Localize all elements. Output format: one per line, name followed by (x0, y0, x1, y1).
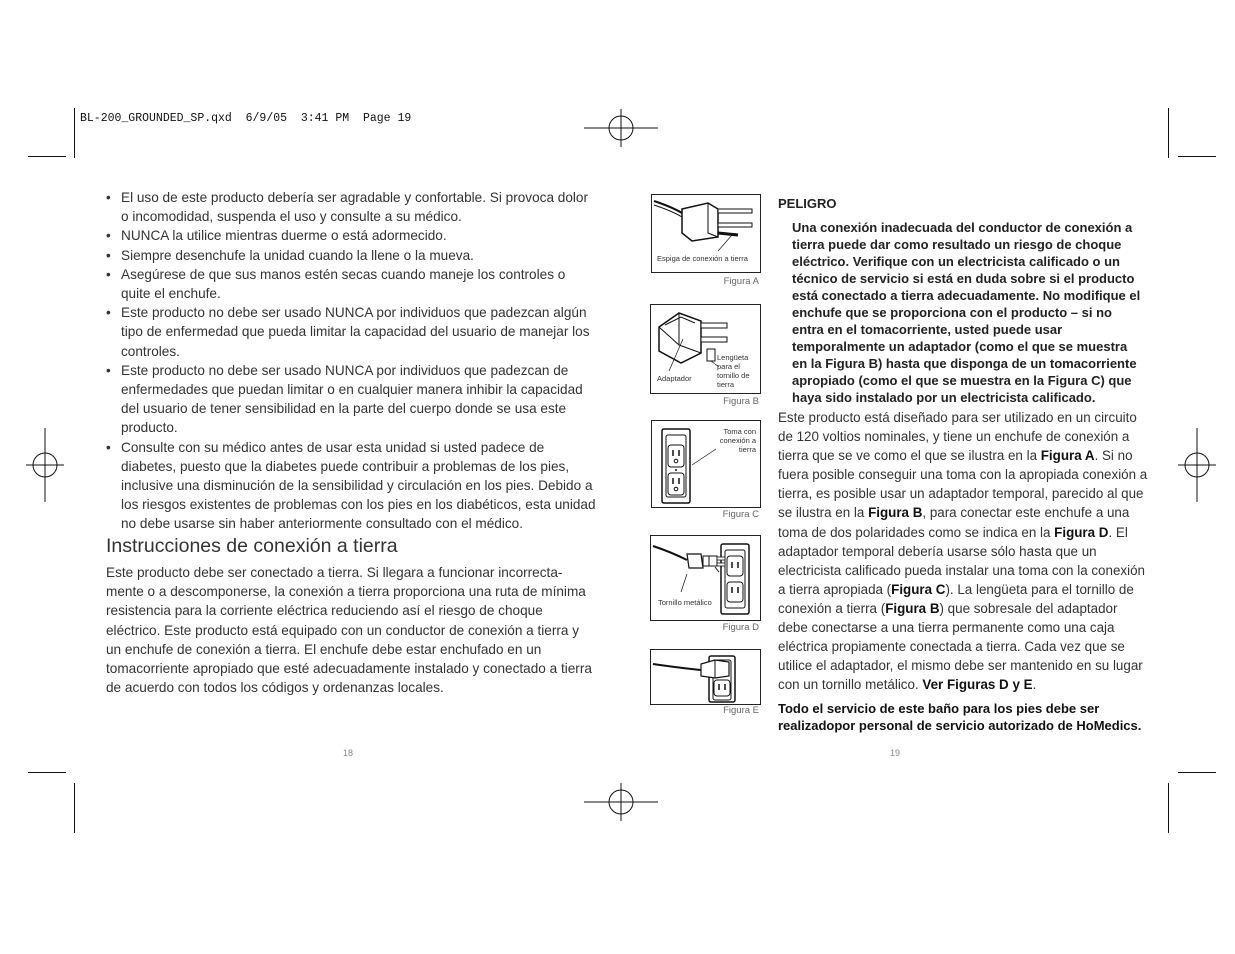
body-text: ). La lengüeta para el tornillo de conexión a tierra ( (778, 581, 1134, 616)
figure-c-label: Toma con conexión a tierra (719, 427, 756, 454)
page-number-left: 18 (343, 748, 354, 758)
figure-a-caption: Figura A (723, 276, 759, 287)
figure-reference: Ver Figuras D y E (922, 677, 1033, 693)
figure-reference: Figura C (891, 581, 946, 597)
list-item: • Siempre desenchufe la unidad cuando la llene o la mueva. (106, 246, 596, 265)
grounding-body-text (778, 408, 1148, 694)
crop-mark-tr-h (1178, 156, 1216, 157)
body-text: . El adaptador temporal debería usarse sólo hasta que un electricista calificado pueda instalar una toma con la conexión a tierra apropiada ( (778, 524, 1145, 597)
figure-c-caption: Figura C (722, 509, 759, 520)
figure-reference: Figura A (1040, 448, 1095, 464)
grounding-instructions-column (778, 196, 1148, 734)
warning-text: Una conexión inadecuada del conductor de conexión a tierra puede dar como resultado un riesgo de choque eléctrico. Verifique con un electricista calificado o un técnico de servicio si está en duda sobre si el producto está conectado a tierra adecuadamente. No modifique el enchufe que se proporciona con el producto – si no entra en el tomacorriente, usted puede usar temporalmente un adaptador (como el que se muestra en la Figura B) hasta que disponga de un tomacorriente apropiado (como el que se muestra en la Figura C) que haya sido instalado por un electricista calificado. (792, 220, 1141, 405)
body-text: . (1032, 677, 1037, 693)
section-body: Este producto debe ser conectado a tierra. Si llegara a funcionar incorrecta-mente o a descomponerse, la conexión a tierra proporciona una ruta de mínima resistencia para la corriente eléctrica reduciendo así el riesgo de choque eléctrico. Este producto está equipado con un conductor de conexión a tierra y un enchufe de conexión a tierra. El enchufe debe estar enchufado en un tomacorriente apropiado que esté adecuadamente instalado y conectado a tierra de acuerdo con todos los códigos y ordenanzas locales. (106, 565, 592, 696)
crop-mark-bl-v (74, 783, 75, 833)
figure-reference: Figura D (1054, 524, 1109, 540)
figure-d (650, 535, 761, 621)
figure-c (651, 420, 761, 508)
crop-mark-tl-h (28, 156, 66, 157)
body-text: , para conectar este enchufe a una toma de dos polaridades como se indica en la (778, 505, 1130, 540)
body-text: Este producto está diseñado para ser utilizado en un circuito de 120 voltios nominales, y tiene un enchufe de conexión a tierra que se ve como el que se ilustra en la (778, 410, 1137, 464)
figure-b-label-tab: Lengüeta para el tornillo de tierra (717, 353, 750, 389)
crop-mark-tr-v (1168, 108, 1169, 158)
crop-mark-bl-h (28, 772, 66, 773)
body-text: ) que sobresale del adaptador debe conectarse a una tierra permanente como una caja eléctrica propiamente conectada a tierra. Cada vez que se utilice el adaptador, el mismo debe ser mantenido en su lugar con un tornillo metálico. (778, 600, 1143, 693)
registration-mark-top (584, 91, 658, 165)
plug-in-outlet-illustration (651, 650, 760, 704)
list-item: • El uso de este producto debería ser agradable y confortable. Si provoca dolor o incomodidad, suspenda el uso y consulte a su médico. (106, 188, 596, 226)
body-text: . Si no fuera posible conseguir una toma con la apropiada conexión a tierra, es posible usar un adaptador temporal, parecido al que se ilustra en la (778, 448, 1148, 521)
figure-e-caption: Figura E (723, 705, 759, 716)
figure-d-caption: Figura D (722, 622, 759, 633)
service-notice: Todo el servicio de este baño para los pies debe ser realizadopor personal de servicio autorizado de HoMedics. (778, 701, 1142, 734)
figure-d-label: Tornillo metálico (658, 598, 712, 607)
warning-title: PELIGRO (778, 196, 837, 211)
figure-b-label-adapter: Adaptador (657, 374, 692, 383)
list-item: • NUNCA la utilice mientras duerme o está adormecido. (106, 226, 596, 245)
adapter-with-screw-illustration (651, 536, 760, 620)
registration-mark-right (1160, 428, 1234, 502)
list-item: • Este producto no debe ser usado NUNCA por individuos que padezcan algún tipo de enfermedad que pueda limitar la capacidad del usuario de manejar los controles. (106, 303, 596, 361)
section-title: Instrucciones de conexión a tierra (106, 535, 398, 557)
slug-line: BL-200_GROUNDED_SP.qxd 6/9/05 3:41 PM Page 19 (80, 112, 412, 125)
figure-e (650, 649, 761, 705)
safety-bullet-list (106, 188, 596, 534)
figure-a-label: Espiga de conexión a tierra (657, 254, 748, 263)
page-number-right: 19 (890, 748, 901, 758)
list-item: • Este producto no debe ser usado NUNCA por individuos que padezcan de enfermedades que puedan limitar o en cualquier manera inhibir la capacidad del usuario de tener sensibilidad en la parte del cuerpo donde se usa este producto. (106, 361, 596, 438)
figure-b (650, 304, 761, 394)
figure-a (651, 194, 761, 273)
list-item: • Asegúrese de que sus manos estén secas cuando maneje los controles o quite el enchufe. (106, 265, 596, 303)
registration-mark-left (8, 428, 82, 502)
crop-mark-br-v (1168, 783, 1169, 833)
figure-reference: Figura B (885, 600, 940, 616)
figure-b-caption: Figura B (723, 396, 759, 407)
registration-mark-bottom (584, 765, 658, 839)
crop-mark-tl-v (74, 108, 75, 158)
list-item: • Consulte con su médico antes de usar esta unidad si usted padece de diabetes, puesto que la diabetes puede contribuir a problemas de los pies, inclusive una disminución de la sensibilidad y circulación en los pies. Debido a los riesgos existentes de problemas con los pies en los diabéticos, esta unidad no debe usarse sin haber anteriormente consultado con el médico. (106, 438, 596, 534)
crop-mark-br-h (1178, 772, 1216, 773)
figure-reference: Figura B (868, 505, 923, 521)
